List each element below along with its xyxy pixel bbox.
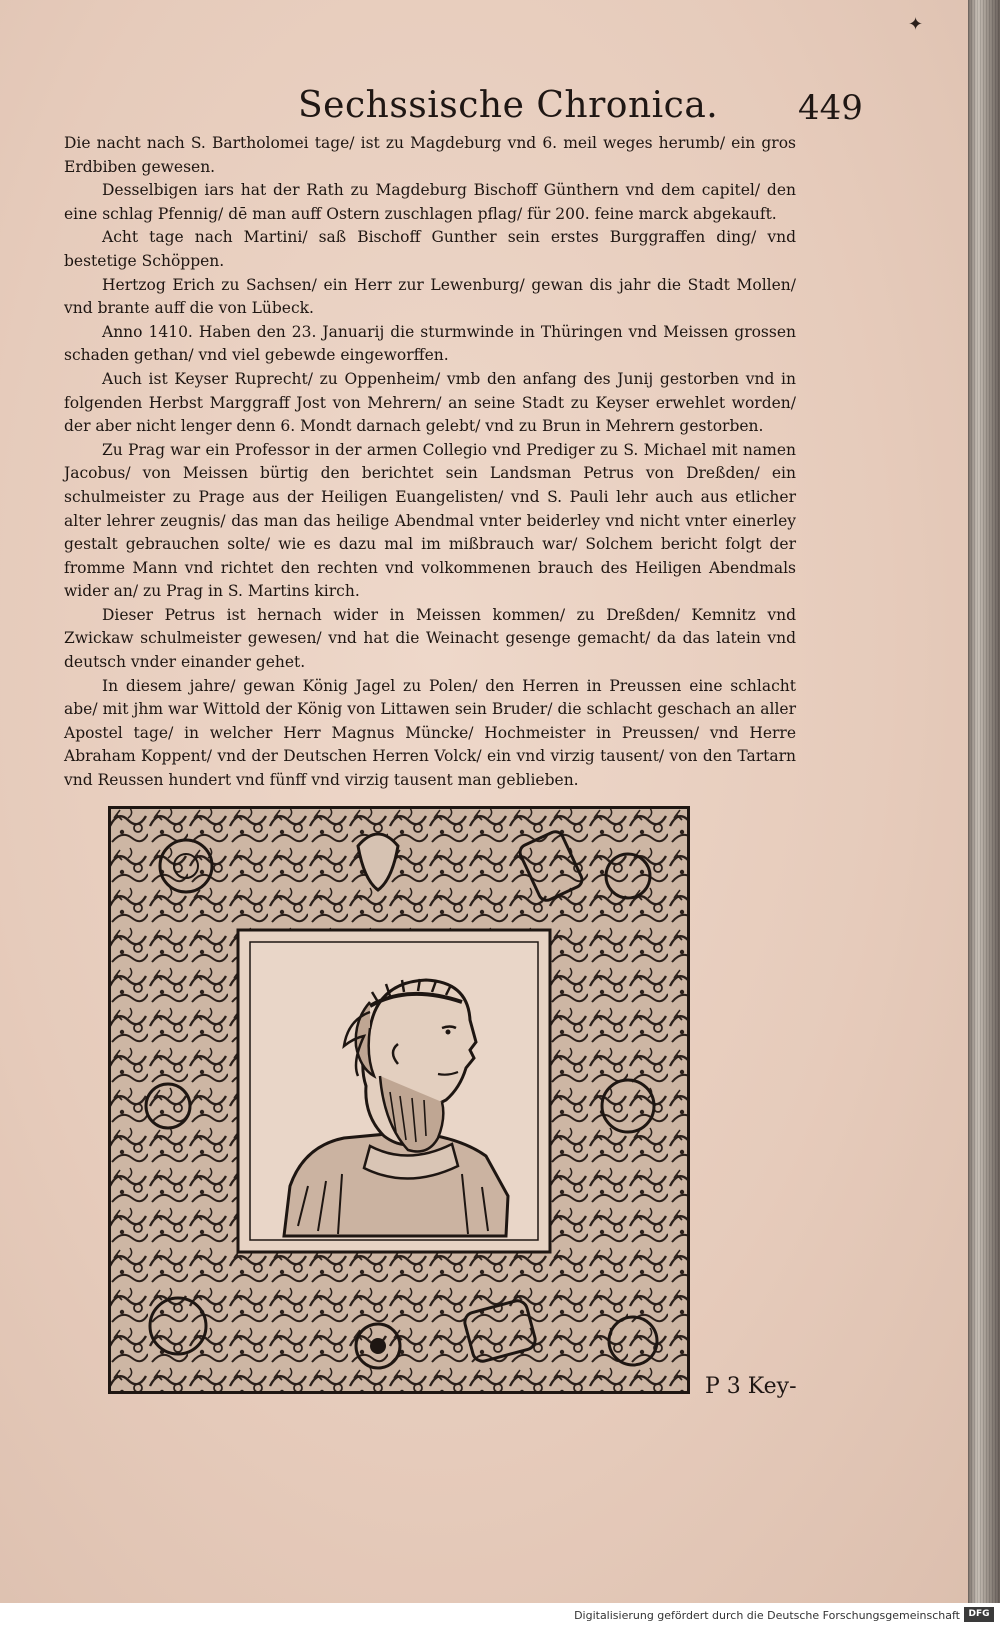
paragraph-2: Desselbigen iars hat der Rath zu Magdeburg Bischoff Günthern vnd dem capitel/ den eine schlag Pfennig/ dē man auff Ostern zuschlagen pflag/ für 200. feine marck abgekauft. — [64, 181, 796, 223]
paragraph-4: Hertzog Erich zu Sachsen/ ein Herr zur Lewenburg/ gewan dis jahr die Stadt Mollen/ vnd brante auff die von Lübeck. — [64, 275, 796, 318]
woodcut-portrait-icon — [108, 806, 690, 1394]
footer-bar — [0, 1603, 1000, 1628]
paragraph-9: In diesem jahre/ gewan König Jagel zu Polen/ den Herren in Preussen eine schlacht abe/ mit jhm war Wittold der König von Littawen sein Bruder/ die schlacht geschach an aller Apostel tage/ in welcher Herr Magnus Müncke/ Hochmeister in Preussen/ vnd Herre Abraham Koppent/ vnd der Deutschen Herren Volck/ ein vnd virzig tausent/ von den Tartarn vnd Reussen hundert vnd fünff vnd virzig tausent man geblieben. — [64, 676, 796, 790]
woodcut-portrait — [108, 806, 690, 1394]
book-fore-edge — [968, 0, 1000, 1603]
running-title: Sechssische Chronica. — [298, 85, 719, 126]
ornament-mark: ✦ — [908, 14, 924, 35]
paragraph-6: Auch ist Keyser Ruprecht/ zu Oppenheim/ vmb den anfang des Junij gestorben vnd in folgenden Herbst Marggraff Jost von Mehrern/ an seine Stadt zu Keyser erwehlet worden/ der aber nicht lenger denn 6. Mondt darnach gelebt/ vnd zu Brun in Mehrern gestorben. — [64, 369, 796, 436]
paragraph-3: Acht tage nach Martini/ saß Bischoff Gunther sein erstes Burggraffen ding/ vnd bestetige Schöppen. — [64, 228, 796, 270]
chronicle-text — [64, 132, 796, 793]
footer-credit: Digitalisierung gefördert durch die Deutsche Forschungsgemeinschaft — [574, 1609, 960, 1622]
dfg-logo-icon: DFG — [964, 1607, 994, 1622]
paragraph-7: Zu Prag war ein Professor in der armen Collegio vnd Prediger zu S. Michael mit namen Jacobus/ von Meissen bürtig den berichtet sein Landsman Petrus von Dreßden/ ein schulmeister zu Prage aus der Heiligen Euangelisten/ vnd S. Pauli lehr auch aus etlicher alter lehrer zeugnis/ das man das heilige Abendmal vnter beiderley vnd nicht vnter einerley gestalt gebrauchen solte/ wie es dazu mal im mißbrauch war/ Solchem bericht folgt der fromme Mann vnd richtet den rechten vnd volkommenen brauch des Heiligen Abendmals wider an/ zu Prag in S. Martins kirch. — [64, 440, 796, 601]
paragraph-1: Die nacht nach S. Bartholomei tage/ ist zu Magdeburg vnd 6. meil weges herumb/ ein gros Erdbiben gewesen. — [64, 134, 796, 176]
paragraph-5: Anno 1410. Haben den 23. Januarij die sturmwinde in Thüringen vnd Meissen grossen schaden gethan/ vnd viel gebewde eingeworffen. — [64, 322, 796, 365]
paragraph-8: Dieser Petrus ist hernach wider in Meissen kommen/ zu Dreßden/ Kemnitz vnd Zwickaw schulmeister gewesen/ vnd hat die Weinacht gesenge gemacht/ da das latein vnd deutsch vnder einander gehet. — [64, 605, 796, 672]
catchword: P 3 Key- — [705, 1374, 797, 1399]
page-number: 449 — [798, 88, 863, 128]
